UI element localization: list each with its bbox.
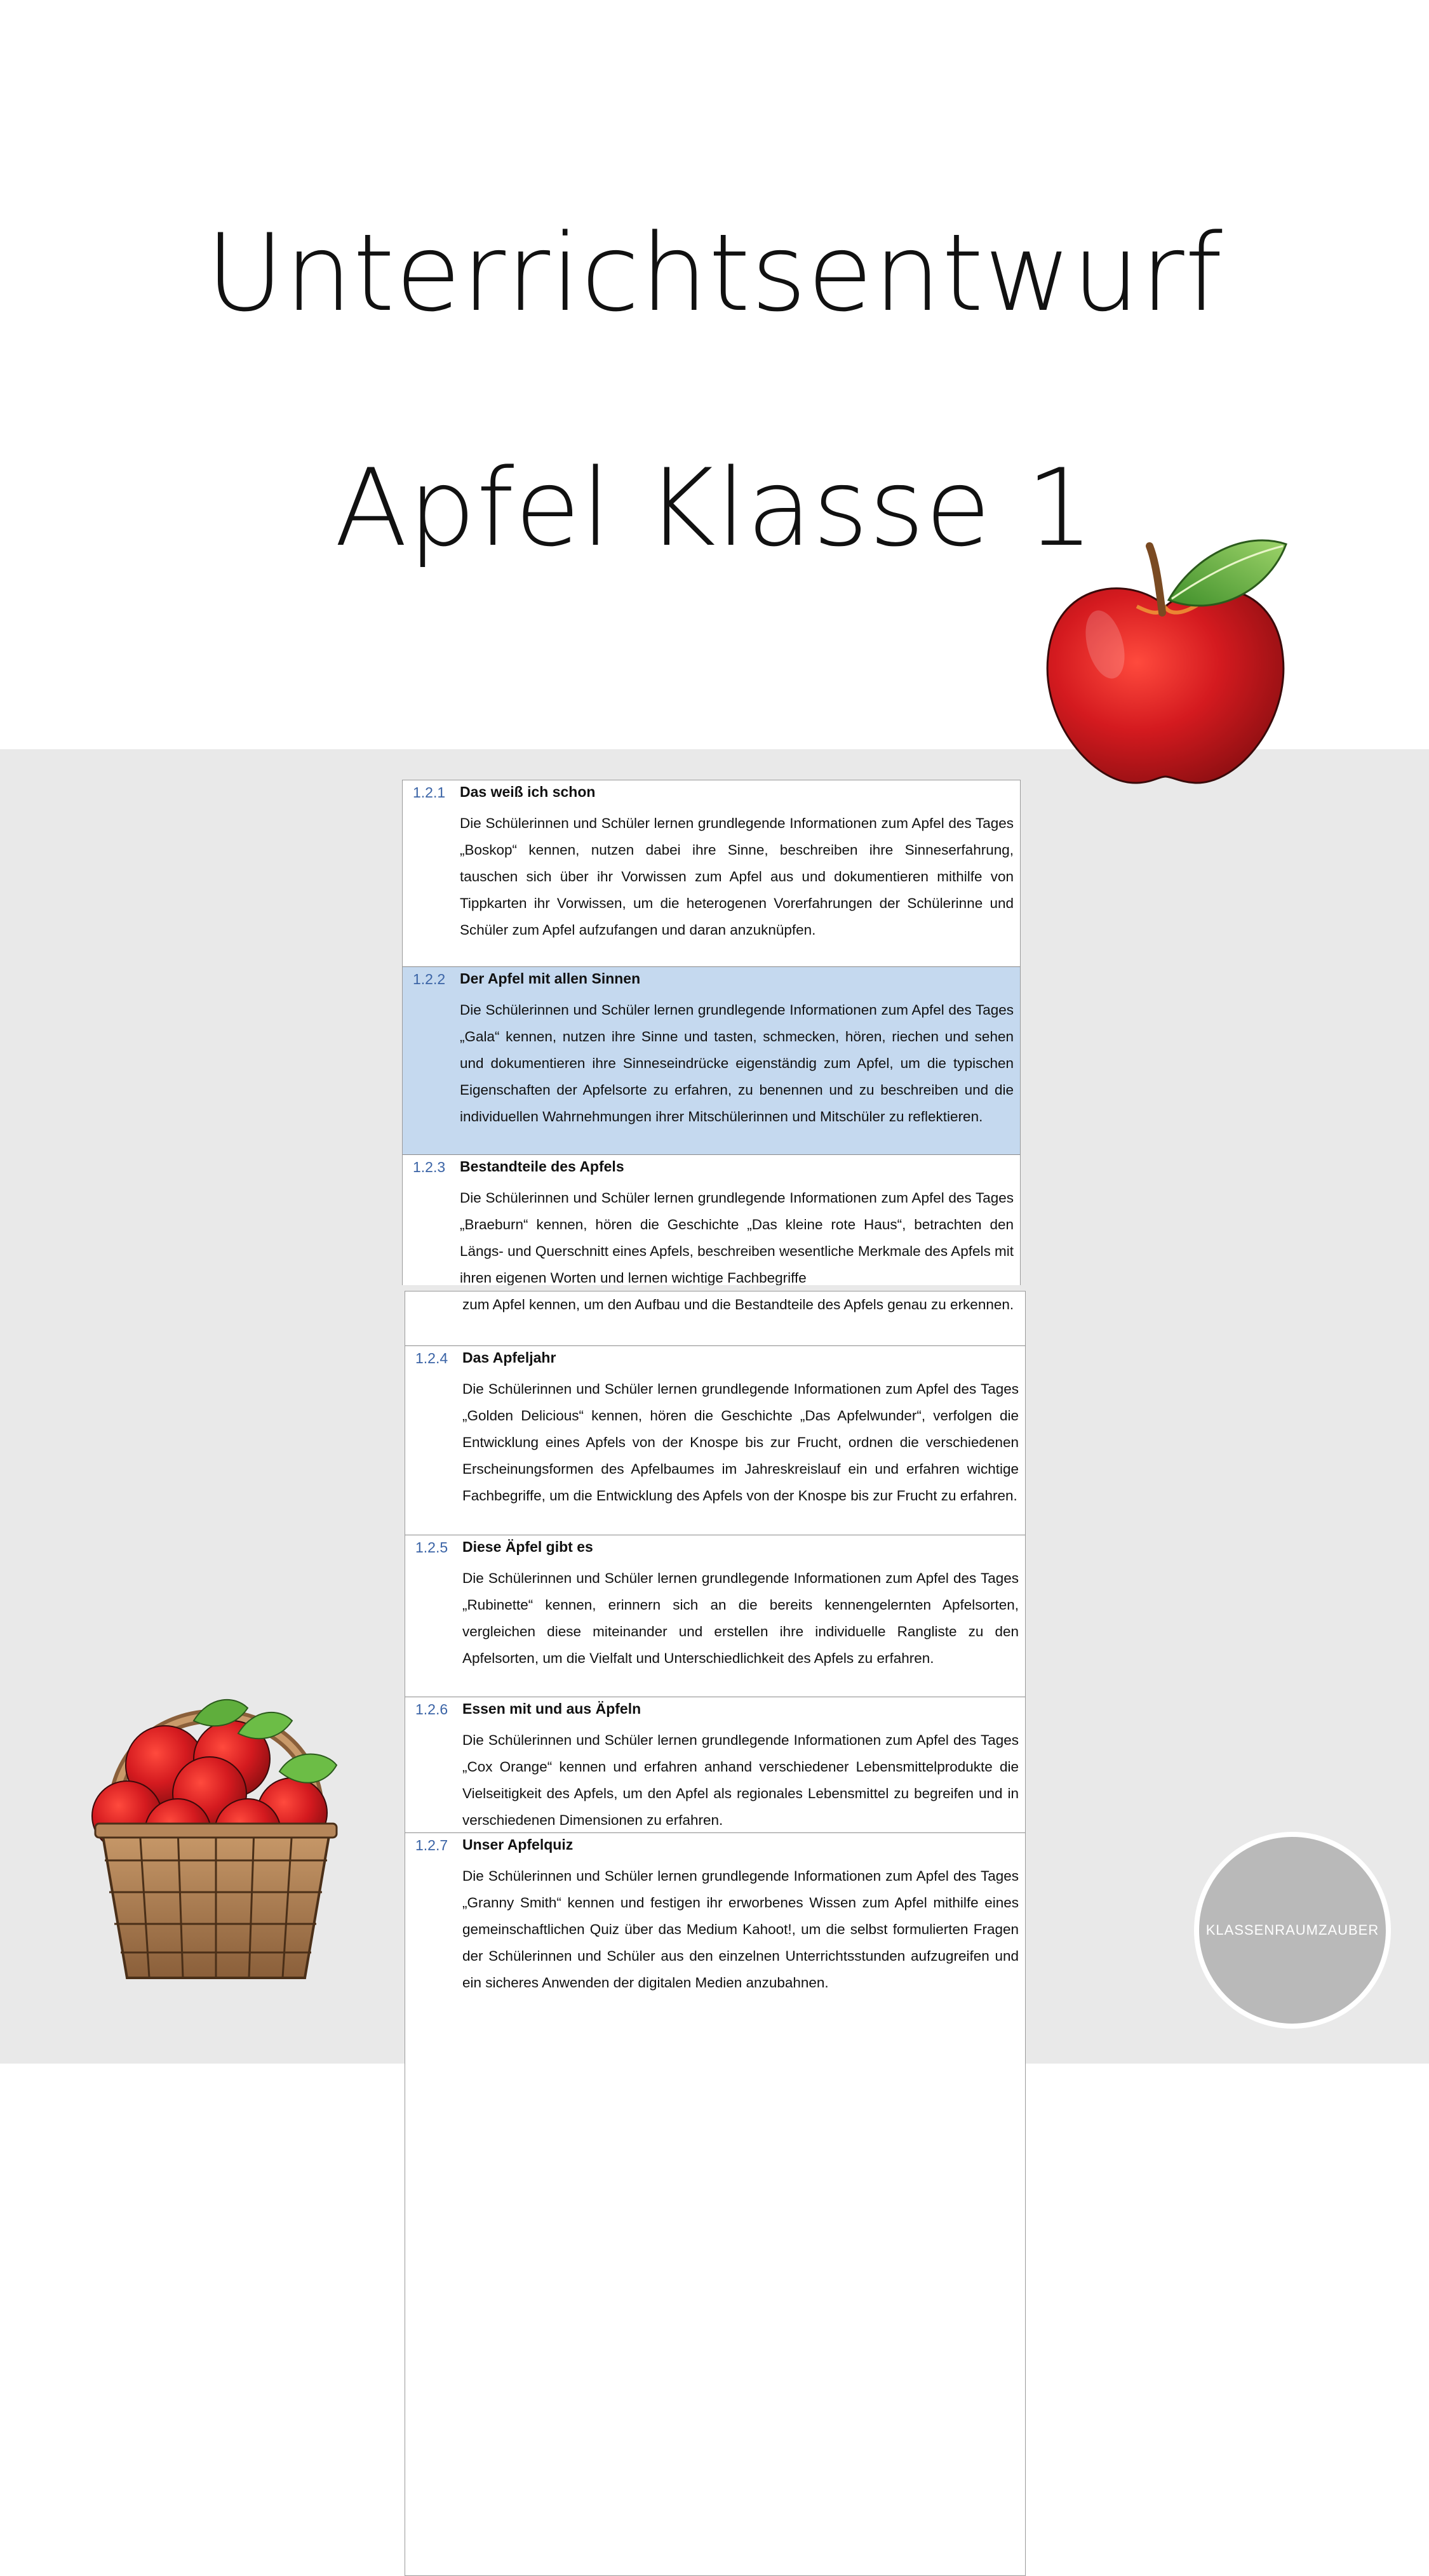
list-item bbox=[405, 1833, 1025, 2024]
entry-heading: Der Apfel mit allen Sinnen bbox=[460, 970, 641, 987]
entry-text: Die Schülerinnen und Schüler lernen grundlegende Informationen zum Apfel des Tages „Braeburn“ kennen, hören die Geschichte „Das kleine rote Haus“, betrachten den Längs- und Querschnitt eines Apfels, beschreiben wesentliche Merkmale des Apfels mit ihren eigenen Worten und lernen wichtige Fachbegriffe bbox=[460, 1190, 1014, 1285]
brand-label: KLASSENRAUMZAUBER bbox=[1205, 1922, 1379, 1938]
page-subtitle: Apfel Klasse 1 bbox=[334, 446, 1095, 570]
list-item bbox=[403, 1155, 1020, 1285]
entry-heading: Das Apfeljahr bbox=[462, 1349, 556, 1366]
list-item bbox=[405, 1697, 1025, 1833]
entry-number: 1.2.7 bbox=[415, 1837, 448, 1853]
entry-heading: Bestandteile des Apfels bbox=[460, 1158, 624, 1175]
document-page-bottom bbox=[405, 1291, 1026, 2576]
list-item bbox=[405, 1535, 1025, 1697]
entry-text: Die Schülerinnen und Schüler lernen grundlegende Informationen zum Apfel des Tages „Rubinette“ kennen, erinnern sich an die bereits kennengelernten Apfelsorten, vergleichen diese miteinander und erstellen ihre individuelle Rangliste zu den Apfelsorten, um die Vielfalt und Unterschiedlichkeit des Apfels zu erfahren. bbox=[462, 1570, 1019, 1666]
apple-basket-icon bbox=[76, 1657, 356, 1987]
entry-number: 1.2.1 bbox=[413, 784, 446, 801]
entry-heading: Das weiß ich schon bbox=[460, 784, 596, 800]
entry-number: 1.2.4 bbox=[415, 1350, 448, 1366]
entry-text: Die Schülerinnen und Schüler lernen grundlegende Informationen zum Apfel des Tages „Boskop“ kennen, nutzen dabei ihre Sinne, beschreiben ihre Sinneserfahrung, tauschen sich über ihr Vorwissen zum Apfel aus und dokumentieren mithilfe von Tippkarten ihr Vorwissen, um die heterogenen Vorerfahrungen der Schülerinne und Schüler zum Apfel aufzufangen und daran anzuknüpfen. bbox=[460, 815, 1014, 938]
list-item bbox=[405, 1346, 1025, 1535]
document-page-top bbox=[402, 780, 1021, 1285]
red-apple-icon bbox=[1035, 530, 1296, 797]
entry-text: Die Schülerinnen und Schüler lernen grundlegende Informationen zum Apfel des Tages „Granny Smith“ kennen und festigen ihr erworbenes Wissen zum Apfel mithilfe eines gemeinschaftlichen Quiz über das Medium Kahoot!, um die selbst formulierten Fragen der Schülerinnen und Schüler aus den einzelnen Unterrichtsstunden aufzugreifen und ein sicheres Anwenden der digitalen Medien anzubahnen. bbox=[462, 1868, 1019, 1991]
entry-heading: Essen mit und aus Äpfeln bbox=[462, 1700, 641, 1717]
list-item-continuation bbox=[405, 1291, 1025, 1346]
entry-heading: Diese Äpfel gibt es bbox=[462, 1538, 593, 1555]
entry-number: 1.2.5 bbox=[415, 1539, 448, 1556]
entry-text: Die Schülerinnen und Schüler lernen grundlegende Informationen zum Apfel des Tages „Cox Orange“ kennen und erfahren anhand verschiedener Lebensmittelprodukte die Vielseitigkeit des Apfels, um den Apfel als regionales Lebensmittel zu begreifen und in verschiedenen Dimensionen zu erfahren. bbox=[462, 1732, 1019, 1828]
entry-number: 1.2.3 bbox=[413, 1159, 446, 1175]
entry-number: 1.2.2 bbox=[413, 971, 446, 987]
list-item-highlighted bbox=[403, 967, 1020, 1155]
entry-number: 1.2.6 bbox=[415, 1701, 448, 1718]
entry-text: Die Schülerinnen und Schüler lernen grundlegende Informationen zum Apfel des Tages „Golden Delicious“ kennen, hören die Geschichte „Das Apfelwunder“, verfolgen die Entwicklung eines Apfels von der Knospe bis zur Frucht, ordnen die verschiedenen Erscheinungsformen des Apfelbaumes im Jahreskreislauf ein und erfahren wichtige Fachbegriffe, um die Entwicklung des Apfels von der Knospe bis zur Frucht zu erfahren. bbox=[462, 1381, 1019, 1504]
page-title: Unterrichtsentwurf bbox=[206, 211, 1223, 335]
list-item bbox=[403, 780, 1020, 967]
entry-text: Die Schülerinnen und Schüler lernen grundlegende Informationen zum Apfel des Tages „Gala“ kennen, nutzen ihre Sinne und tasten, schmecken, hören, riechen und sehen und dokumentieren ihre Sinneseindrücke eigenständig zum Apfel, um die typischen Eigenschaften der Apfelsorte zu erfahren, zu benennen und zu beschreiben und die individuellen Wahrnehmungen ihrer Mitschülerinnen und Mitschüler zu reflektieren. bbox=[460, 1002, 1014, 1124]
entry-heading: Unser Apfelquiz bbox=[462, 1836, 574, 1853]
brand-badge bbox=[1194, 1832, 1391, 2029]
entry-text: zum Apfel kennen, um den Aufbau und die Bestandteile des Apfels genau zu erkennen. bbox=[462, 1297, 1014, 1312]
